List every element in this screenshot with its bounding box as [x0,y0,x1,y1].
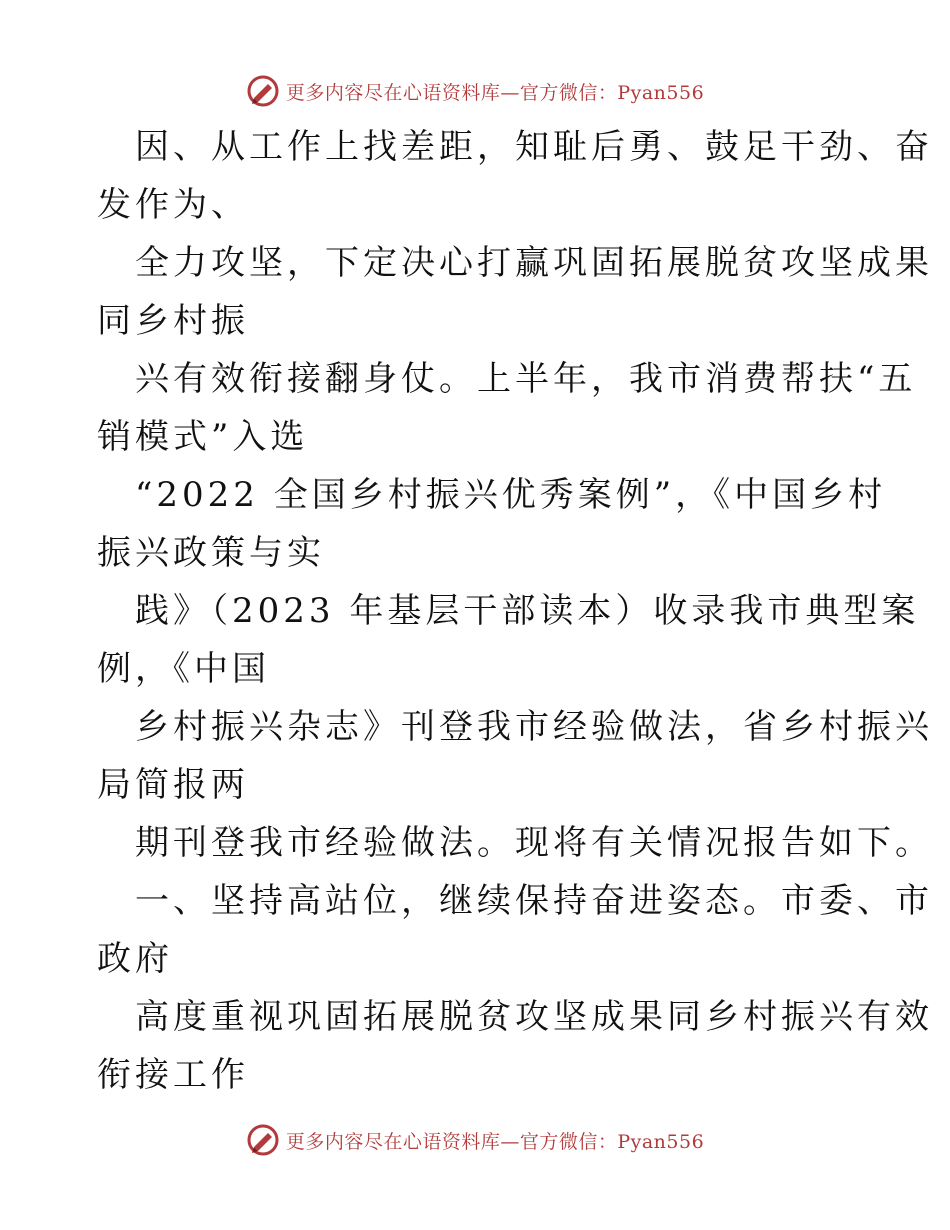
text-line: 政府 [97,939,173,979]
text-line: 例，《中国 [97,649,270,689]
text-line: 局简报两 [97,765,249,805]
text-line: 乡村振兴杂志》刊登我市经验做法，省乡村振兴 [135,707,933,747]
text-line: 同乡村振 [97,301,249,341]
text-line: 期刊登我市经验做法。现将有关情况报告如下。 [135,823,933,863]
text-line: 销模式”入选 [97,417,309,457]
header-banner-text: 更多内容尽在心语资料库—官方微信：Pyan556 [285,81,705,104]
text-line: 高度重视巩固拓展脱贫攻坚成果同乡村振兴有效 [135,997,933,1037]
pen-logo-icon [246,1123,280,1157]
text-line: 兴有效衔接翻身仗。上半年，我市消费帮扶“五 [135,359,917,399]
text-line: 一、坚持高站位，继续保持奋进姿态。市委、市 [135,881,933,921]
text-line: “2022 全国乡村振兴优秀案例”，《中国乡村 [135,475,887,515]
header-banner [0,71,950,111]
footer-banner-text: 更多内容尽在心语资料库—官方微信：Pyan556 [285,1130,705,1153]
text-line: 发作为、 [97,185,249,225]
text-line: 践》（2023 年基层干部读本）收录我市典型案 [135,591,920,631]
footer-banner [0,1120,950,1160]
body-text [97,118,933,1104]
text-line: 衔接工作 [97,1055,249,1095]
text-line: 全力攻坚，下定决心打赢巩固拓展脱贫攻坚成果 [135,243,933,283]
text-line: 振兴政策与实 [97,533,325,573]
text-line: 因、从工作上找差距，知耻后勇、鼓足干劲、奋 [135,127,933,167]
pen-logo-icon [246,74,280,108]
